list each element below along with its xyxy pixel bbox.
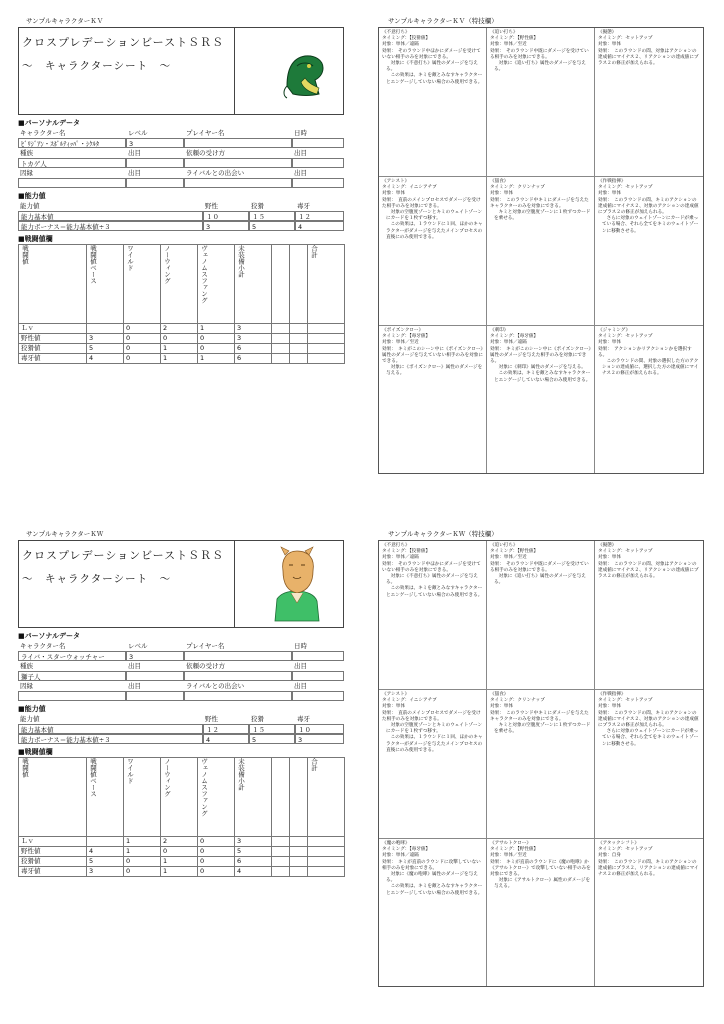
skill-row xyxy=(379,690,703,839)
rival-field[interactable] xyxy=(184,691,292,701)
skill-row xyxy=(379,28,703,177)
race-roll-field[interactable] xyxy=(126,671,184,681)
cell[interactable] xyxy=(87,324,124,334)
table-row xyxy=(19,324,345,334)
cell[interactable]: 1 xyxy=(161,354,198,364)
skill-row xyxy=(379,541,703,690)
label-base: 能力基本値 xyxy=(18,211,203,221)
label-ability: 能力値 xyxy=(20,202,40,210)
skill-cell: 《擬態》 タイミング：セットアップ 対象：単体 効果： このラウンドの間、対象はアクションの達成値にマイナス２、リアクションの達成値にプラス２の修正が加えられる。 xyxy=(598,30,699,67)
cell[interactable] xyxy=(290,837,308,847)
label-ability: 能力値 xyxy=(20,715,40,723)
fate-field[interactable] xyxy=(18,178,126,188)
row-label: Ｌｖ xyxy=(19,324,87,334)
cell[interactable] xyxy=(272,867,290,877)
wild-bonus-field[interactable]: 3 xyxy=(203,221,249,231)
table-row xyxy=(19,857,345,867)
fang-bonus-field[interactable]: 3 xyxy=(295,734,344,744)
cell[interactable] xyxy=(87,837,124,847)
col-header: ヴェノムスファング xyxy=(200,245,208,304)
battle-header-row xyxy=(19,245,345,324)
row-label: 狡猾値 xyxy=(19,344,87,354)
cell[interactable] xyxy=(308,344,345,354)
cunning-base-field[interactable]: １５ xyxy=(249,724,295,734)
cunning-base-field[interactable]: １５ xyxy=(249,211,295,221)
skill-cell: 《擬態》 タイミング：セットアップ 対象：単体 効果： このラウンドの間、対象はアクションの達成値にマイナス２、リアクションの達成値にプラス２の修正が加えられる。 xyxy=(598,543,699,580)
col-header: 合計 xyxy=(310,245,318,258)
cell[interactable] xyxy=(272,354,290,364)
label-wild: 野性 xyxy=(205,202,218,210)
level-field[interactable]: 3 xyxy=(126,651,184,661)
col-header: ワイルド xyxy=(126,758,134,784)
character-name-field[interactable]: ﾋﾞﾘｼﾞｱﾝ・ｽﾎﾞﾙﾃｨｯﾊﾟ・ｼｸﾙﾀ xyxy=(18,138,126,148)
cell[interactable] xyxy=(290,867,308,877)
ability-grid xyxy=(18,714,344,744)
cell[interactable]: 0 xyxy=(161,334,198,344)
skill-cell: 《作戦指揮》 タイミング：セットアップ 対象：単体 効果： このラウンドの間、キミのアクションの達成値にマイナス２、対象のアクションの達成値にプラス２の修正が加えられる。 さらに対象のウェイトゾーンにカードが乗っている場合、それら全てをキミのウェイトゾーンに移動させる。 xyxy=(598,692,699,747)
player-name-field[interactable] xyxy=(184,651,292,661)
col-header: ヴェノムスファング xyxy=(200,758,208,817)
col-header: 戦闘値 xyxy=(21,758,29,778)
skill-row xyxy=(379,177,703,326)
date-field[interactable] xyxy=(292,138,344,148)
label-fang: 毒牙 xyxy=(297,715,310,723)
cell[interactable]: 2 xyxy=(161,324,198,334)
skill-cell: 《ジャミング》 タイミング：セットアップ 対象：単体 効果： アクションかリアクションかを選択する。 このラウンドの間、対象の選択した方のアクションの達成値に、選択した方の達成値にマイナス２の修正が加えられる。 xyxy=(598,328,699,377)
skill-cell: 《不意打ち》 タイミング：【狡猾値】 対象：単体／遠隔 効果： そのラウンド中ほかにダメージを受けていない相手のみを対象にできる。 対象に《不意打ち》属性のダメージを与える。 この効果は、キミを敵とみなすキャラクターとエンゲージしていない場合のみ使用できる。 xyxy=(379,541,487,689)
cunning-bonus-field[interactable]: 5 xyxy=(249,221,295,231)
cell[interactable]: 1 xyxy=(198,354,235,364)
cell[interactable]: 3 xyxy=(87,334,124,344)
col-header: 戦闘値ベース xyxy=(89,758,97,797)
label-wild: 野性 xyxy=(205,715,218,723)
cell[interactable]: 0 xyxy=(124,354,161,364)
green-lizard-portrait xyxy=(235,28,345,114)
cell[interactable]: 0 xyxy=(198,344,235,354)
cell[interactable] xyxy=(290,857,308,867)
cell[interactable]: 4 xyxy=(87,847,124,857)
cell[interactable]: 0 xyxy=(124,324,161,334)
cell[interactable] xyxy=(290,334,308,344)
race-field[interactable]: 獅子人 xyxy=(18,671,126,681)
table-row xyxy=(19,334,345,344)
character-sheet xyxy=(18,540,344,877)
label-bonus: 能力ボーナス＝能力基本値÷３ xyxy=(18,221,203,231)
cell[interactable]: 0 xyxy=(124,857,161,867)
row-label: Ｌｖ xyxy=(19,837,87,847)
cell[interactable]: 3 xyxy=(235,334,272,344)
label-base: 能力基本値 xyxy=(18,724,203,734)
cell[interactable] xyxy=(308,867,345,877)
ability-grid xyxy=(18,201,344,231)
portrait-box xyxy=(234,28,345,114)
skill-cell: 《アタックシフト》 タイミング：セットアップ 対象：自身 効果： このラウンドの間、キミのアクションの達成値にプラス２、リアクションの達成値にマイナス２の修正が加えられる。 xyxy=(598,841,699,878)
cell[interactable]: 4 xyxy=(235,867,272,877)
cell[interactable]: 1 xyxy=(161,867,198,877)
cell[interactable]: 0 xyxy=(198,334,235,344)
label-cunning: 狡猾 xyxy=(251,202,264,210)
date-field[interactable] xyxy=(292,651,344,661)
skill-cell: 《刺印》 タイミング：【毒牙値】 対象：単体／遠隔 効果： キミがこのシーン中に《ポイズンクロー》属性のダメージを与えた相手のみを対象にできる。 対象に《刺印》属性のダメージを与える。 この効果は、キミを敵とみなすキャラクターとエンゲージしていない場合のみ使用できる。 xyxy=(487,326,595,473)
skills-label: サンプルキャラクターＫＶ（特技欄） xyxy=(388,17,498,25)
cell[interactable] xyxy=(272,324,290,334)
ability-header: ■能力値 xyxy=(18,192,46,200)
lion-portrait xyxy=(235,541,345,627)
label-fang: 毒牙 xyxy=(297,202,310,210)
cell[interactable]: 0 xyxy=(124,334,161,344)
row-label: 毒牙値 xyxy=(19,354,87,364)
cell[interactable] xyxy=(308,857,345,867)
cell[interactable]: 0 xyxy=(124,344,161,354)
player-name-field[interactable] xyxy=(184,138,292,148)
table-row xyxy=(19,837,345,847)
cell[interactable]: 0 xyxy=(198,867,235,877)
cell[interactable]: 2 xyxy=(161,837,198,847)
title-box xyxy=(18,540,344,628)
cunning-bonus-field[interactable]: 5 xyxy=(249,734,295,744)
label-roll: 出目 xyxy=(294,169,307,177)
character-sheet xyxy=(18,27,344,364)
cell[interactable] xyxy=(290,344,308,354)
wild-bonus-field[interactable]: 4 xyxy=(203,734,249,744)
col-header: ノーウィング xyxy=(163,245,171,284)
label-request: 依頼の受け方 xyxy=(186,149,225,157)
wild-base-field[interactable]: １０ xyxy=(203,211,249,221)
cell[interactable] xyxy=(272,847,290,857)
cell[interactable]: 0 xyxy=(198,847,235,857)
rival-field[interactable] xyxy=(184,178,292,188)
fang-base-field[interactable]: １２ xyxy=(295,211,344,221)
cell[interactable] xyxy=(272,344,290,354)
cell[interactable] xyxy=(290,847,308,857)
fang-bonus-field[interactable]: 4 xyxy=(295,221,344,231)
cell[interactable]: 1 xyxy=(124,837,161,847)
sheet-label: サンプルキャラクターＫＷ xyxy=(26,530,104,538)
cell[interactable]: 6 xyxy=(235,344,272,354)
label-race: 種族 xyxy=(20,149,33,157)
cell[interactable] xyxy=(308,334,345,344)
request-field[interactable] xyxy=(184,671,292,681)
skill-cell: 《アシスト》 タイミング：イニシアチブ 対象：単体 効果： 直前のメインプロセスでダメージを受けた相手のみを対象にできる。 対象の空腹度ゾーンとキミのウェイトゾーンにカードを１枚ずつ移す。 この効果は、１ラウンドに１回、ほかのキャラクターがダメージを与えたメインプロセスの直後にのみ使用できる。 xyxy=(379,177,487,325)
label-fate: 因縁 xyxy=(20,682,33,690)
skills-panel xyxy=(378,540,704,987)
skills-label: サンプルキャラクターＫＷ（特技欄） xyxy=(388,530,498,538)
row-label: 野性値 xyxy=(19,847,87,857)
table-row xyxy=(19,354,345,364)
col-header: 未装備小計 xyxy=(237,758,245,791)
label-character-name: キャラクター名 xyxy=(20,642,66,650)
label-roll: 出目 xyxy=(294,149,307,157)
fate-field[interactable] xyxy=(18,691,126,701)
cell[interactable]: 5 xyxy=(235,847,272,857)
cell[interactable]: 1 xyxy=(198,324,235,334)
label-fate: 因縁 xyxy=(20,169,33,177)
col-header: 合計 xyxy=(310,758,318,771)
label-rival: ライバルとの出会い xyxy=(186,682,245,690)
rival-roll-field[interactable] xyxy=(292,178,344,188)
wild-base-field[interactable]: １２ xyxy=(203,724,249,734)
col-header: ワイルド xyxy=(126,245,134,271)
skill-cell: 《魔の咆哮》 タイミング：【毒牙値】 対象：単体／遠隔 効果： キミが直前のラウンドに攻撃していない相手のみを対象にできる。 対象に《魔の咆哮》属性のダメージを与える。 この効果は、キミを敵とみなすキャラクターとエンゲージしていない場合のみ使用できる。 xyxy=(379,839,487,986)
skill-cell: 《不意打ち》 タイミング：【狡猾値】 対象：単体／遠隔 効果： そのラウンド中ほかにダメージを受けていない相手のみを対象にできる。 対象に《不意打ち》属性のダメージを与える。 この効果は、キミを敵とみなすキャラクターとエンゲージしていない場合のみ使用できる。 xyxy=(379,28,487,176)
label-level: レベル xyxy=(128,129,148,137)
label-roll: 出目 xyxy=(294,662,307,670)
cell[interactable]: 5 xyxy=(87,857,124,867)
rival-roll-field[interactable] xyxy=(292,691,344,701)
cell[interactable] xyxy=(272,837,290,847)
battle-header: ■戦闘値欄 xyxy=(18,235,53,243)
cell[interactable] xyxy=(308,837,345,847)
fate-roll-field[interactable] xyxy=(126,178,184,188)
cell[interactable]: 6 xyxy=(235,354,272,364)
ability-header: ■能力値 xyxy=(18,705,46,713)
skill-cell: 《舐食》 タイミング：クリンナップ 対象：単体 効果： このラウンド中キミにダメージを与えたキャラクターのみを対象にできる。 キミと対象の空腹度ゾーンに１枚ずつカードを乗せる。 xyxy=(487,177,595,325)
cell[interactable]: 0 xyxy=(161,847,198,857)
sheet-title: クロスプレデーションビーストＳＲＳ xyxy=(22,36,225,49)
label-player-name: プレイヤー名 xyxy=(186,129,225,137)
personal-data-grid xyxy=(18,128,344,188)
label-rival: ライバルとの出会い xyxy=(186,169,245,177)
cell[interactable]: 4 xyxy=(87,354,124,364)
cell[interactable]: 0 xyxy=(198,837,235,847)
row-label: 狡猾値 xyxy=(19,857,87,867)
sheet-label: サンプルキャラクターＫＶ xyxy=(26,17,104,25)
col-header: 戦闘値 xyxy=(21,245,29,265)
label-player-name: プレイヤー名 xyxy=(186,642,225,650)
row-label: 野性値 xyxy=(19,334,87,344)
battle-header: ■戦闘値欄 xyxy=(18,748,53,756)
battle-table xyxy=(18,244,345,364)
cell[interactable] xyxy=(308,324,345,334)
cell[interactable] xyxy=(272,857,290,867)
col-header: 未装備小計 xyxy=(237,245,245,278)
cell[interactable] xyxy=(290,324,308,334)
skill-cell: 《追い打ち》 タイミング：【野性値】 対象：単体／至近 効果： そのラウンド中既にダメージを受けている相手のみを対象にできる。 対象に《追い打ち》属性のダメージを与える。 xyxy=(487,541,595,689)
skill-cell: 《アシスト》 タイミング：イニシアチブ 対象：単体 効果： 直前のメインプロセスでダメージを受けた相手のみを対象にできる。 対象の空腹度ゾーンとキミのウェイトゾーンにカードを１枚ずつ移す。 この効果は、１ラウンドに１回、ほかのキャラクターがダメージを与えたメインプロセスの直後にのみ使用できる。 xyxy=(379,690,487,838)
cell[interactable]: 1 xyxy=(161,857,198,867)
label-roll: 出目 xyxy=(128,662,141,670)
cell[interactable]: 5 xyxy=(87,344,124,354)
personal-data-grid xyxy=(18,641,344,701)
level-field[interactable]: 3 xyxy=(126,138,184,148)
cell[interactable]: 1 xyxy=(161,344,198,354)
skill-cell: 《作戦指揮》 タイミング：セットアップ 対象：単体 効果： このラウンドの間、キミのアクションの達成値にマイナス２、対象のアクションの達成値にプラス２の修正が加えられる。 さらに対象のウェイトゾーンにカードが乗っている場合、それら全てをキミのウェイトゾーンに移動させる。 xyxy=(598,179,699,234)
portrait-box xyxy=(234,541,345,627)
race-roll-field[interactable] xyxy=(126,158,184,168)
title-box xyxy=(18,27,344,115)
cell[interactable] xyxy=(308,354,345,364)
cell[interactable] xyxy=(308,847,345,857)
request-field[interactable] xyxy=(184,158,292,168)
cell[interactable]: 3 xyxy=(235,837,272,847)
cell[interactable]: 0 xyxy=(198,857,235,867)
skill-row xyxy=(379,326,703,473)
personal-data-header: ■パーソナルデータ xyxy=(18,632,80,640)
table-row xyxy=(19,344,345,354)
table-row xyxy=(19,847,345,857)
battle-header-row xyxy=(19,758,345,837)
battle-table xyxy=(18,757,345,877)
label-request: 依頼の受け方 xyxy=(186,662,225,670)
skill-row xyxy=(379,839,703,986)
col-header: ノーウィング xyxy=(163,758,171,797)
cell[interactable]: 3 xyxy=(87,867,124,877)
label-level: レベル xyxy=(128,642,148,650)
label-roll: 出目 xyxy=(128,149,141,157)
skill-cell: 《ポイズンクロー》 タイミング：【毒牙値】 対象：単体／至近 効果： キミがこのシーン中に《ポイズンクロー》属性のダメージを与えていない相手のみを対象にできる。 対象に《ポイズンクロー》属性のダメージを与える。 xyxy=(379,326,487,473)
label-roll: 出目 xyxy=(294,682,307,690)
sheet-subtitle: ～ キャラクターシート ～ xyxy=(22,573,172,585)
label-date: 日時 xyxy=(294,129,307,137)
cell[interactable]: 1 xyxy=(124,847,161,857)
cell[interactable]: 3 xyxy=(235,324,272,334)
race-field[interactable]: トカゲ人 xyxy=(18,158,126,168)
personal-data-header: ■パーソナルデータ xyxy=(18,119,80,127)
label-character-name: キャラクター名 xyxy=(20,129,66,137)
fang-base-field[interactable]: １０ xyxy=(295,724,344,734)
cell[interactable]: 6 xyxy=(235,857,272,867)
cell[interactable]: 0 xyxy=(124,867,161,877)
table-row xyxy=(19,867,345,877)
cell[interactable] xyxy=(272,334,290,344)
request-roll-field[interactable] xyxy=(292,671,344,681)
col-header: 戦闘値ベース xyxy=(89,245,97,284)
character-name-field[interactable]: ライバ・スターウォッチャー xyxy=(18,651,126,661)
label-roll: 出目 xyxy=(128,169,141,177)
label-roll: 出目 xyxy=(128,682,141,690)
label-cunning: 狡猾 xyxy=(251,715,264,723)
label-bonus: 能力ボーナス＝能力基本値÷３ xyxy=(18,734,203,744)
sheet-subtitle: ～ キャラクターシート ～ xyxy=(22,60,172,72)
row-label: 毒牙値 xyxy=(19,867,87,877)
request-roll-field[interactable] xyxy=(292,158,344,168)
skill-cell: 《舐食》 タイミング：クリンナップ 対象：単体 効果： このラウンド中キミにダメージを与えたキャラクターのみを対象にできる。 キミと対象の空腹度ゾーンに１枚ずつカードを乗せる。 xyxy=(487,690,595,838)
label-date: 日時 xyxy=(294,642,307,650)
skill-cell: 《アサルトクロー》 タイミング：【野性値】 対象：単体／至近 効果： キミが直前のラウンドに《魔の咆哮》か《アサルトクロー》で攻撃していない相手のみを対象にできる。 対象に《アサルトクロー》属性のダメージを与える。 xyxy=(487,839,595,986)
sheet-title: クロスプレデーションビーストＳＲＳ xyxy=(22,549,225,562)
cell[interactable] xyxy=(290,354,308,364)
fate-roll-field[interactable] xyxy=(126,691,184,701)
skills-panel xyxy=(378,27,704,474)
skill-cell: 《追い打ち》 タイミング：【野性値】 対象：単体／至近 効果： そのラウンド中既にダメージを受けている相手のみを対象にできる。 対象に《追い打ち》属性のダメージを与える。 xyxy=(487,28,595,176)
label-race: 種族 xyxy=(20,662,33,670)
